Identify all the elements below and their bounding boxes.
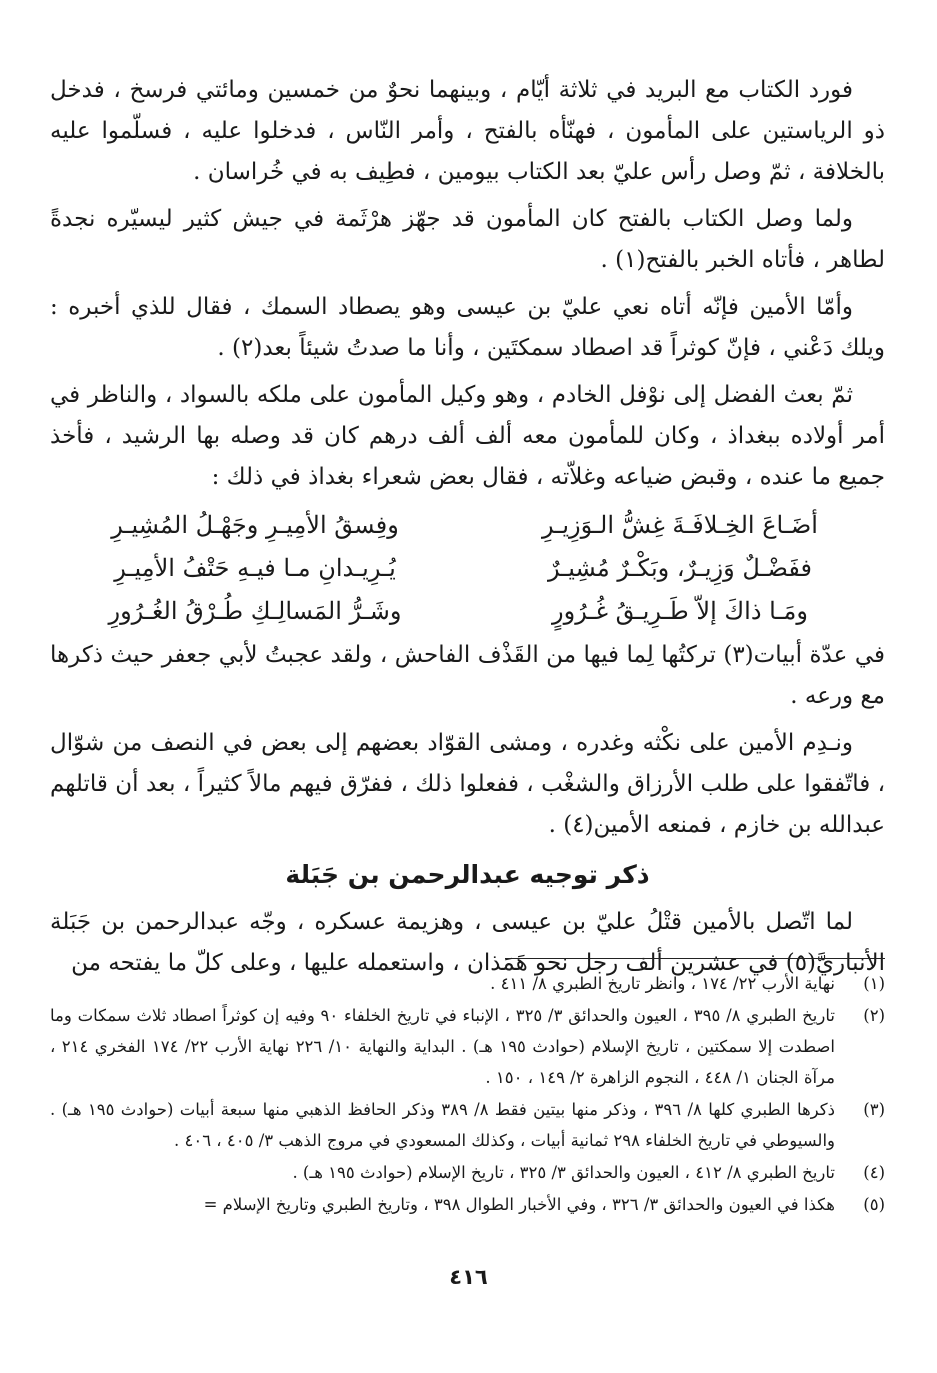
page-content — [50, 70, 885, 990]
main-text — [50, 70, 885, 984]
poem-verse — [50, 504, 885, 547]
footnote-text: هكذا في العيون والحدائق ٣/ ٣٢٦ ، وفي الأخبار الطوال ٣٩٨ ، وتاريخ الطبري وتاريخ الإسلام = — [203, 1195, 835, 1214]
footnote-number: (٣) — [863, 1100, 885, 1119]
poem-second-hemistich: يُـرِيـدانِ مـا فيـهِ حَتْفُ الأمِيـرِ — [114, 554, 396, 582]
poem-first-hemistich: ومَـا ذاكَ إلاّ طَـرِيـقُ غُـرُورٍ — [552, 597, 808, 625]
paragraph-after-poem: في عدّة أبيات(٣) تركتُها لِما فيها من القَذْف الفاحش ، ولقد عجبتُ لأبي جعفر حيث ذكرها مع ورعه . — [50, 642, 885, 709]
footnote-divider — [505, 958, 885, 959]
poem — [50, 504, 885, 633]
section-heading: ذكر توجيه عبدالرحمن بن جَبَلة — [285, 860, 650, 889]
poem-first-hemistich: ففَضْـلٌ وَزِيـرٌ، وبَكْـرٌ مُشِيـرٌ — [548, 554, 812, 582]
poem-verse — [50, 590, 885, 633]
footnote — [50, 1094, 885, 1156]
footnote-number: (٢) — [863, 1006, 885, 1025]
poem-first-hemistich: أضَـاعَ الخِـلافَـةَ غِشُّ الـوَزِيـرِ — [542, 511, 818, 539]
paragraph-1: فورد الكتاب مع البريد في ثلاثة أيّام ، وبينهما نحوٌ من خمسين ومائتي فرسخ ، فدخل ذو الرياستين على المأمون ، فهنّأه بالفتح ، وأمر النّاس ، فدخلوا عليه ، فسلّموا عليه بالخلافة ، ثمّ وصل رأس عليّ بعد الكتاب بيومين ، فطِيف به في خُراسان . — [50, 77, 885, 185]
poem-second-hemistich: وشَـرُّ المَسالِـكِ طُـرْقُ الغُـرُورِ — [108, 597, 402, 625]
footnote-text: تاريخ الطبري ٨/ ٤١٢ ، العيون والحدائق ٣/ ٣٢٥ ، تاريخ الإسلام (حوادث ١٩٥ هـ) . — [292, 1163, 835, 1182]
footnotes — [50, 968, 885, 1221]
paragraph-3: وأمّا الأمين فإنّه أتاه نعي عليّ بن عيسى وهو يصطاد السمك ، فقال للذي أخبره : ويلك دَعْني ، فإنّ كوثراً قد اصطاد سمكتَين ، وأنا ما صدتُ شيئاً بعد(٢) . — [50, 294, 885, 361]
footnote — [50, 1189, 885, 1220]
poem-verse — [50, 547, 885, 590]
footnote-number: (٥) — [863, 1195, 885, 1214]
footnote-text: ذكرها الطبري كلها ٨/ ٣٩٦ ، وذكر منها بيتين فقط ٨/ ٣٨٩ وذكر الحافظ الذهبي منها سبعة أبيات (حوادث ١٩٥ هـ) . والسيوطي في تاريخ الخلفاء ٢٩٨ ثمانية أبيات ، وكذلك المسعودي في مروج الذهب ٣/ ٤٠٥ ، ٤٠٦ . — [50, 1100, 835, 1150]
paragraph-4: ثمّ بعث الفضل إلى نوْفل الخادم ، وهو وكيل المأمون على ملكه بالسواد ، والناظر في أمر أولاده ببغداذ ، وكان للمأمون معه ألف ألف درهم كان قد وصله بها الرشيد ، فأخذ جميع ما عنده ، وقبض ضياعه وغلاّته ، فقال بعض شعراء بغداذ في ذلك : — [50, 382, 885, 490]
footnote — [50, 968, 885, 999]
section-paragraph: لما اتّصل بالأمين قتْلُ عليّ بن عيسى ، وهزيمة عسكره ، وجّه عبدالرحمن بن جَبَلة الأنباريَّ(٥) في عشرين ألف رجل نحو هَمَذان ، واستعمله عليها ، وعلى كلّ ما يفتحه من — [50, 909, 885, 976]
footnote-number: (٤) — [863, 1163, 885, 1182]
paragraph-6: ونـدِم الأمين على نكْثه وغدره ، ومشى القوّاد بعضهم إلى بعض في النصف من شوّال ، فاتّفقوا على طلب الأرزاق والشغْب ، ففعلوا ذلك ، ففرّق فيهم مالاً كثيراً ، بعد أن قاتلهم عبدالله بن خازم ، فمنعه الأمين(٤) . — [50, 730, 885, 838]
footnote-text: نهاية الأرب ٢٢/ ١٧٤ ، وانظر تاريخ الطبري ٨/ ٤١١ . — [490, 974, 835, 993]
page-number: ٤١٦ — [449, 1265, 488, 1289]
paragraph-2: ولما وصل الكتاب بالفتح كان المأمون قد جهّز هرْثَمة في جيش كثير ليسيّره نجدةً لطاهر ، فأتاه الخبر بالفتح(١) . — [50, 206, 885, 273]
footnote — [50, 1157, 885, 1188]
poem-second-hemistich: وفِسقُ الأمِيـرِ وجَهْـلُ المُشِيـرِ — [111, 511, 399, 539]
footnote-text: تاريخ الطبري ٨/ ٣٩٥ ، العيون والحدائق ٣/ ٣٢٥ ، الإنباء في تاريخ الخلفاء ٩٠ وفيه إن كوثراً اصطاد ثلاث سمكات وما اصطدت إلا سمكتين ، تاريخ الإسلام (حوادث ١٩٥ هـ) . البداية والنهاية ١٠/ ٢٢٦ نهاية الأرب ٢٢/ ١٧٤ الفخري ٢١٤ ، مرآة الجنان ١/ ٤٤٨ ، النجوم الزاهرة ٢/ ١٤٩ ، ١٥٠ . — [50, 1006, 835, 1087]
footnote — [50, 1000, 885, 1093]
footnote-number: (١) — [863, 974, 885, 993]
